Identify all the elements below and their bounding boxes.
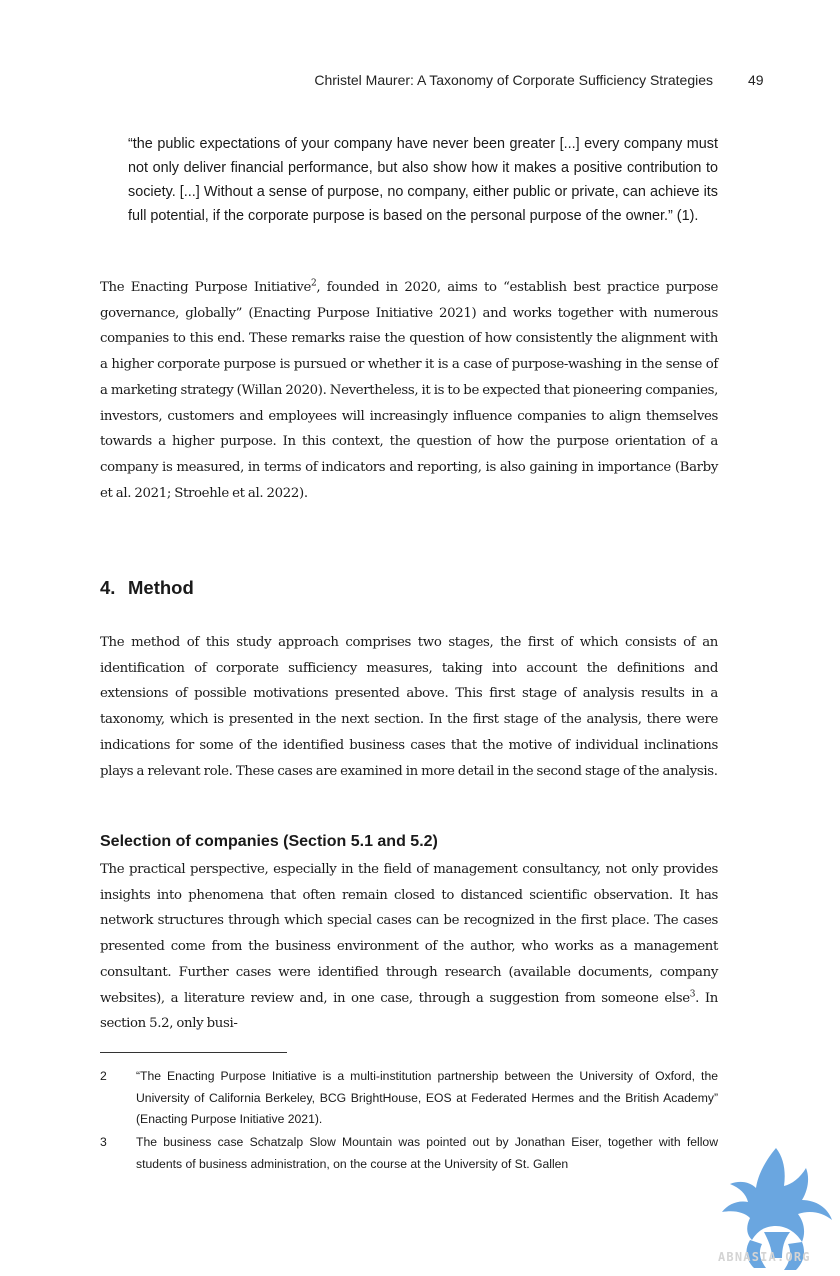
paragraph-method: The method of this study approach comprises two stages, the first of which consists of an identification of corporate sufficiency measures, taking into account the definitions and extensions of possible motivations presented above. This first stage of analysis results in a taxonomy, which is presented in the next section. In the first stage of the analysis, there were indications for some of the identified business cases that the motive of individual inclinations plays a relevant role. These cases are examined in more detail in the second stage of the analysis. <box>100 635 718 779</box>
footnote-ref-3[interactable]: 3 <box>689 989 696 1000</box>
footnote-ref-2[interactable]: 2 <box>311 278 317 289</box>
block-quote: “the public expectations of your company have never been greater [...] every company must not only deliver financial performance, but also show how it makes a positive contribution to society. [...] Without a sense of purpose, no company, either public or private, can achieve its full potential, if the corporate purpose is based on the personal purpose of the owner.” (1). <box>128 136 718 224</box>
running-header <box>0 72 840 92</box>
paragraph-purpose-initiative <box>100 275 718 506</box>
footnote-3 <box>100 1132 718 1175</box>
footnote-number: 2 <box>100 1069 107 1083</box>
page-number: 49 <box>748 72 764 88</box>
footnote-number: 3 <box>100 1135 107 1149</box>
footnote-text: “The Enacting Purpose Initiative is a multi-institution partnership between the University of Oxford, the University of California Berkeley, BCG BrightHouse, EOS at Federated Hermes and the British Academy” (Enacting Purpose Initiative 2021). <box>136 1069 718 1126</box>
paragraph-text: The practical perspective, especially in the field of management consultancy, not only provides insights into phenomena that often remain closed to distanced scientific observation. It has network structures through which special cases can be recognized in the first place. The cases presented come from the business environment of the author, who works as a management consultant. Further cases were identified through research (available documents, company websites), a literature review and, in one case, through a suggestion from someone else <box>100 862 718 1006</box>
paragraph-text: , founded in 2020, aims to “establish best practice purpose governance, globally” (Enacting Purpose Initiative 2021) and works together with numerous companies to this end. These remarks raise the question of how consistently the alignment with a higher corporate purpose is pursued or whether it is a case of purpose-washing in the sense of a marketing strategy (Willan 2020). Nevertheless, it is to be expected that pioneering companies, investors, customers and employees will increasingly influence companies to align themselves towards a higher purpose. In this context, the question of how the purpose orientation of a company is measured, in terms of indicators and reporting, is also gaining in importance (Barby et al. 2021; Stroehle et al. 2022). <box>100 280 718 501</box>
paragraph-text: The Enacting Purpose Initiative <box>100 280 311 295</box>
paragraph-text: . In section 5.2, only busi- <box>100 990 718 1032</box>
section-heading-method <box>100 577 194 599</box>
paragraph-selection <box>100 857 718 1037</box>
watermark-text: ABNASIA.ORG <box>718 1250 811 1264</box>
footnote-text: The business case Schatzalp Slow Mountain was pointed out by Jonathan Eiser, together with fellow students of business administration, on the course at the University of St. Gallen <box>136 1135 718 1171</box>
footnote-2 <box>100 1066 718 1131</box>
footnote-divider <box>100 1052 287 1053</box>
section-title: Method <box>128 577 194 598</box>
subheading-selection: Selection of companies (Section 5.1 and 5.2) <box>100 833 438 850</box>
section-number: 4. <box>100 577 116 598</box>
running-title: Christel Maurer: A Taxonomy of Corporate Sufficiency Strategies <box>314 72 713 88</box>
